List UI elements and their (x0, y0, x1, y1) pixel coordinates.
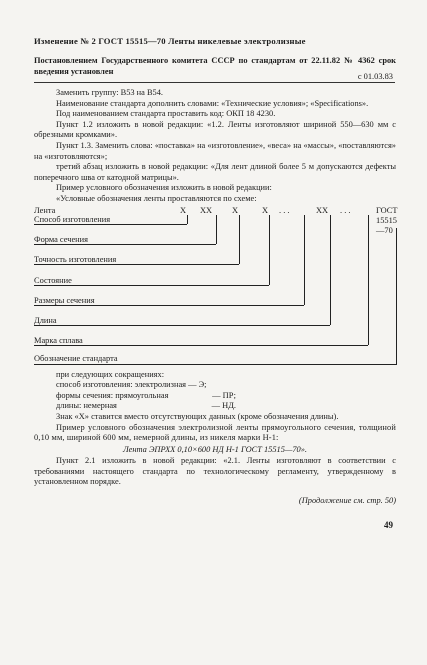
scheme-line-2 (34, 244, 216, 245)
paragraph-11: Пункт 2.1 изложить в новой редакции: «2.1. Ленты изготовляют в соответствии с требованиями настоящего стандарта по технологическому регламенту, утвержденному в установленном порядке. (34, 456, 396, 487)
document-title: Изменение № 2 ГОСТ 15515—70 Ленты никелевые электролизные (34, 36, 306, 46)
scheme-gost (376, 206, 398, 236)
scheme-code-2: XX (200, 205, 213, 215)
effective-date: с 01.03.83 (357, 72, 393, 81)
scheme-gost-number: 15515—70 (376, 215, 397, 235)
paragraph-9: Знак «Х» ставится вместо отсутствующих данных (кроме обозначения длины). (56, 411, 339, 421)
page-number: 49 (384, 520, 393, 530)
scheme-row-2: Форма сечения (34, 234, 88, 244)
scheme-line-5 (34, 305, 304, 306)
paragraph-8: «Условные обозначения ленты проставляются по схеме: (56, 193, 257, 203)
abbrev-line-2-label: формы сечения: прямоугольная (56, 390, 169, 400)
decree-text: Постановлением Государственного комитета СССР по стандартам от 22.11.82 № 4362 срок введения установлен (34, 56, 396, 76)
scheme-code-3: X (232, 205, 239, 215)
scheme-line-1 (34, 224, 187, 225)
scheme-line-7 (34, 345, 368, 346)
scheme-row-1: Способ изготовления (34, 214, 111, 224)
leader-v3 (239, 215, 240, 264)
leader-v1 (187, 215, 188, 224)
paragraph-2: Наименование стандарта дополнить словами: «Технические условия»; «Specifications». (56, 98, 369, 108)
leader-v2 (216, 215, 217, 244)
scheme-code-7: . . . (340, 205, 351, 215)
scheme-line-4 (34, 285, 269, 286)
designation-example: Лента ЭПРХХ 0,10×600 НД Н-1 ГОСТ 15515—70». (122, 444, 308, 454)
scheme-row-5: Размеры сечения (34, 295, 95, 305)
scheme-code-6: XX (316, 205, 329, 215)
scheme-code-1: X (180, 205, 187, 215)
continued-note: (Продолжение см. стр. 50) (298, 496, 396, 506)
header-rule (34, 82, 395, 83)
scheme-code-4: X (262, 205, 269, 215)
paragraph-10: Пример условного обозначения электролизной ленты прямоугольного сечения, толщиной 0,10 мм, шириной 600 мм, немерной длины, из никеля марки Н-1: (34, 422, 396, 443)
scheme-row-7: Марка сплава (34, 335, 83, 345)
scheme-line-3 (34, 264, 239, 265)
leader-v7 (368, 215, 369, 345)
paragraph-6: третий абзац изложить в новой редакции: «Для лент длиной более 5 м допускаются дефекты поперечного шва от катодной матрицы». (34, 162, 396, 182)
scheme-head: Лента (34, 205, 56, 215)
scheme-row-4: Состояние (34, 275, 72, 285)
scheme-row-6: Длина (34, 315, 57, 325)
abbrev-line-3-label: длины: немерная (56, 401, 117, 411)
scheme-gost-label: ГОСТ (376, 205, 398, 215)
leader-v6 (330, 215, 331, 325)
leader-v4 (269, 215, 270, 285)
paragraph-5: Пункт 1.3. Заменить слова: «поставка» на «изготовление», «веса» на «массы», «поставляются» на «изготовляются»; (34, 140, 396, 161)
abbrev-line-1: способ изготовления: электролизная — Э; (56, 380, 207, 390)
abbrev-intro: при следующих сокращениях: (56, 369, 165, 379)
abbrev-line-3 (34, 401, 236, 412)
scheme-code-5: . . . (279, 205, 290, 215)
abbrev-line-3-code: — НД. (211, 401, 236, 411)
leader-v8 (396, 228, 397, 365)
document-body (34, 88, 396, 515)
paragraph-4: Пункт 1.2 изложить в новой редакции: «1.2. Ленты изготовляют шириной 550—630 мм с обрезными кромками». (34, 119, 396, 140)
paragraph-3: Под наименованием стандарта проставить код: ОКП 18 4230. (56, 109, 276, 119)
designation-scheme (34, 206, 396, 364)
scheme-row-3: Точность изготовления (34, 254, 117, 264)
scheme-line-6 (34, 325, 330, 326)
leader-v5 (304, 215, 305, 305)
paragraph-7: Пример условного обозначения изложить в новой редакции: (56, 183, 272, 193)
scheme-row-8: Обозначение стандарта (34, 353, 118, 363)
abbreviations (34, 370, 396, 412)
paragraph-1: Заменить группу: В53 на В54. (56, 88, 164, 97)
abbrev-line-2-code: — ПР; (212, 390, 236, 400)
abbrev-line-2 (34, 391, 236, 402)
scheme-line-8 (34, 364, 396, 365)
